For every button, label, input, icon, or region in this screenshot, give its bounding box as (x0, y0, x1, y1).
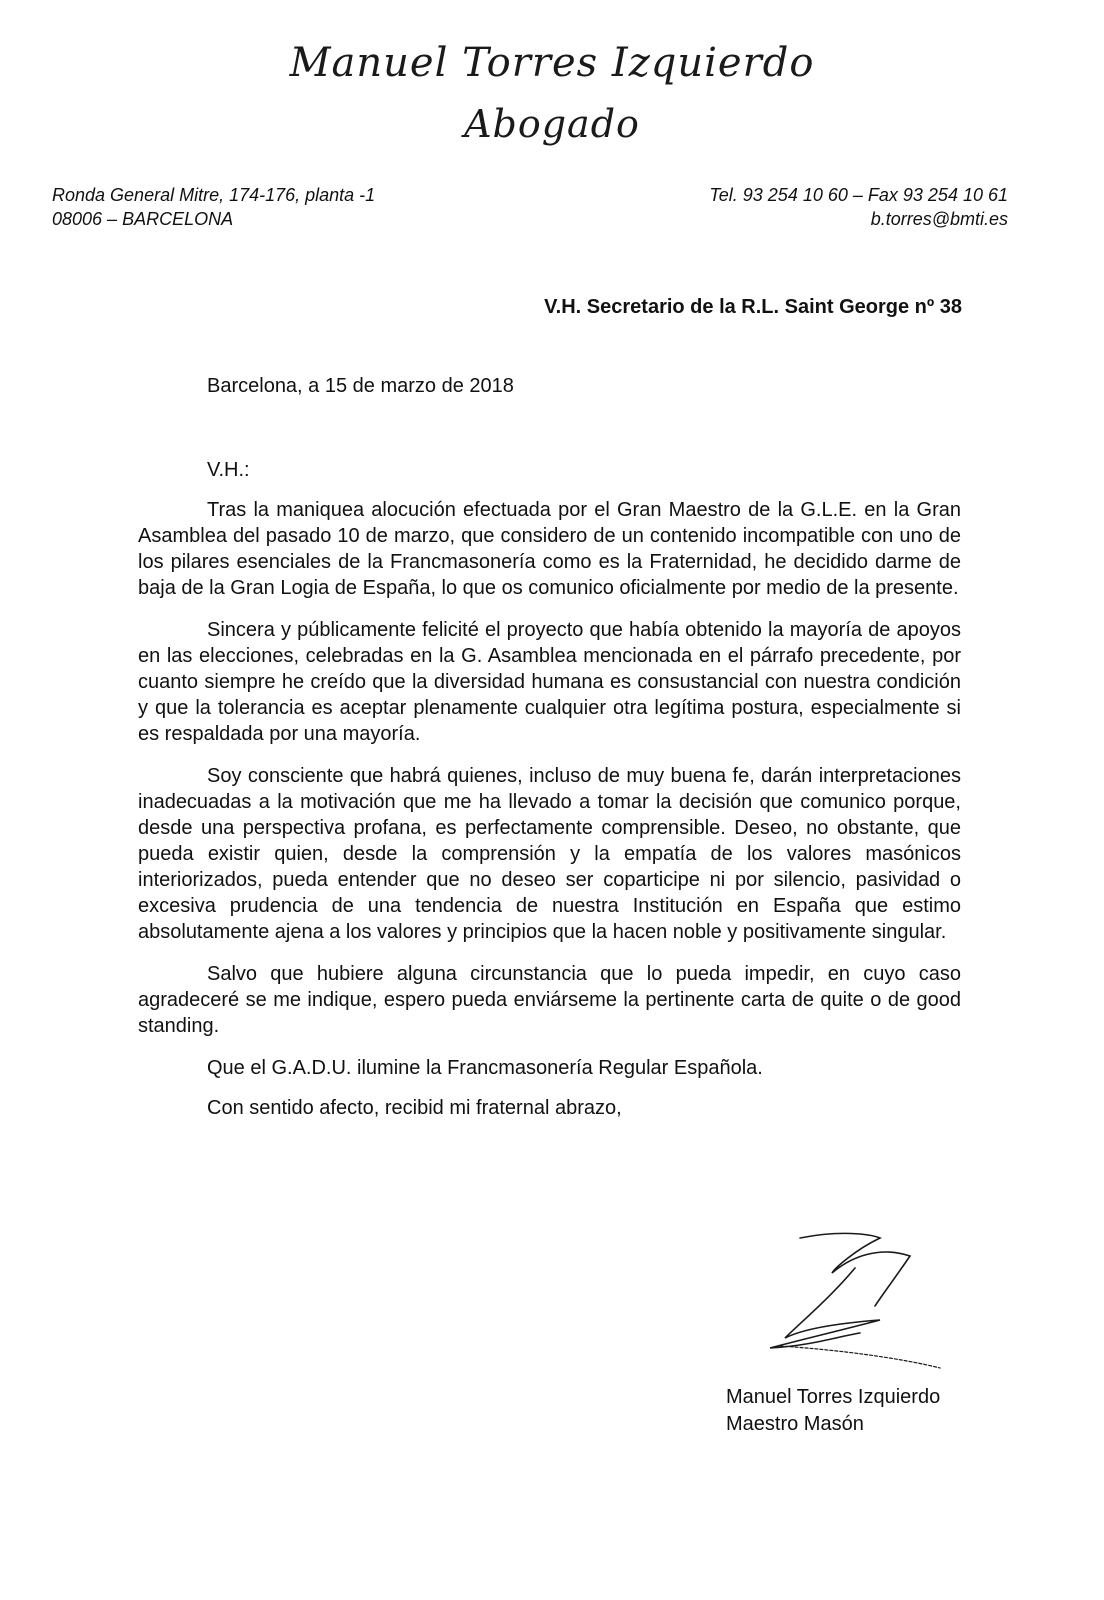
address-email: b.torres@bmti.es (870, 209, 1008, 229)
letterhead-title: Abogado (464, 102, 640, 146)
signer-role: Maestro Masón (726, 1413, 864, 1435)
letter-body (138, 497, 961, 1135)
handwritten-signature (760, 1228, 960, 1378)
recipient-line: V.H. Secretario de la R.L. Saint George nº 38 (544, 296, 962, 318)
address-left (52, 183, 375, 231)
paragraph-3: Soy consciente que habrá quienes, incluso de muy buena fe, darán interpretaciones inadecuadas a la motivación que me ha llevado a tomar la decisión que comunico porque, desde una perspectiva profana, es perfectamente comprensible. Deseo, no obstante, que pueda existir quien, desde la comprensión y la empatía de los valores masónicos interiorizados, pueda entender que no deseo ser coparticipe ni por silencio, pasividad o excesiva prudencia de una tendencia de nuestra Institución en España que estimo absolutamente ajena a los valores y principios que la hacen noble y positivamente singular. (138, 765, 961, 943)
paragraph-6: Con sentido afecto, recibid mi fraternal abrazo, (207, 1097, 622, 1119)
paragraph-2: Sincera y públicamente felicité el proyecto que había obtenido la mayoría de apoyos en las elecciones, celebradas en la G. Asamblea mencionada en el párrafo precedente, por cuanto siempre he creído que la diversidad humana es consustancial con nuestra condición y que la tolerancia es aceptar plenamente cualquier otra legítima postura, especialmente si es respaldada por una mayoría. (138, 619, 961, 745)
paragraph-4: Salvo que hubiere alguna circunstancia que lo pueda impedir, en cuyo caso agradeceré se me indique, espero pueda enviárseme la pertinente carta de quite o de good standing. (138, 963, 961, 1037)
paragraph-5: Que el G.A.D.U. ilumine la Francmasonería Regular Española. (207, 1057, 763, 1079)
address-city: 08006 – BARCELONA (52, 209, 234, 229)
date-line: Barcelona, a 15 de marzo de 2018 (207, 375, 514, 397)
signature-block (726, 1384, 940, 1438)
paragraph-1: Tras la maniquea alocución efectuada por el Gran Maestro de la G.L.E. en la Gran Asamblea del pasado 10 de marzo, que considero de un contenido incompatible con uno de los pilares esenciales de la Francmasonería como es la Fraternidad, he decidido darme de baja de la Gran Logia de España, lo que os comunico oficialmente por medio de la presente. (138, 499, 961, 599)
address-phone: Tel. 93 254 10 60 – Fax 93 254 10 61 (709, 185, 1008, 205)
signer-name: Manuel Torres Izquierdo (726, 1386, 941, 1408)
address-right (709, 183, 1008, 231)
letterhead-name: Manuel Torres Izquierdo (289, 40, 815, 86)
salutation: V.H.: (207, 459, 250, 481)
address-street: Ronda General Mitre, 174-176, planta -1 (52, 185, 376, 205)
